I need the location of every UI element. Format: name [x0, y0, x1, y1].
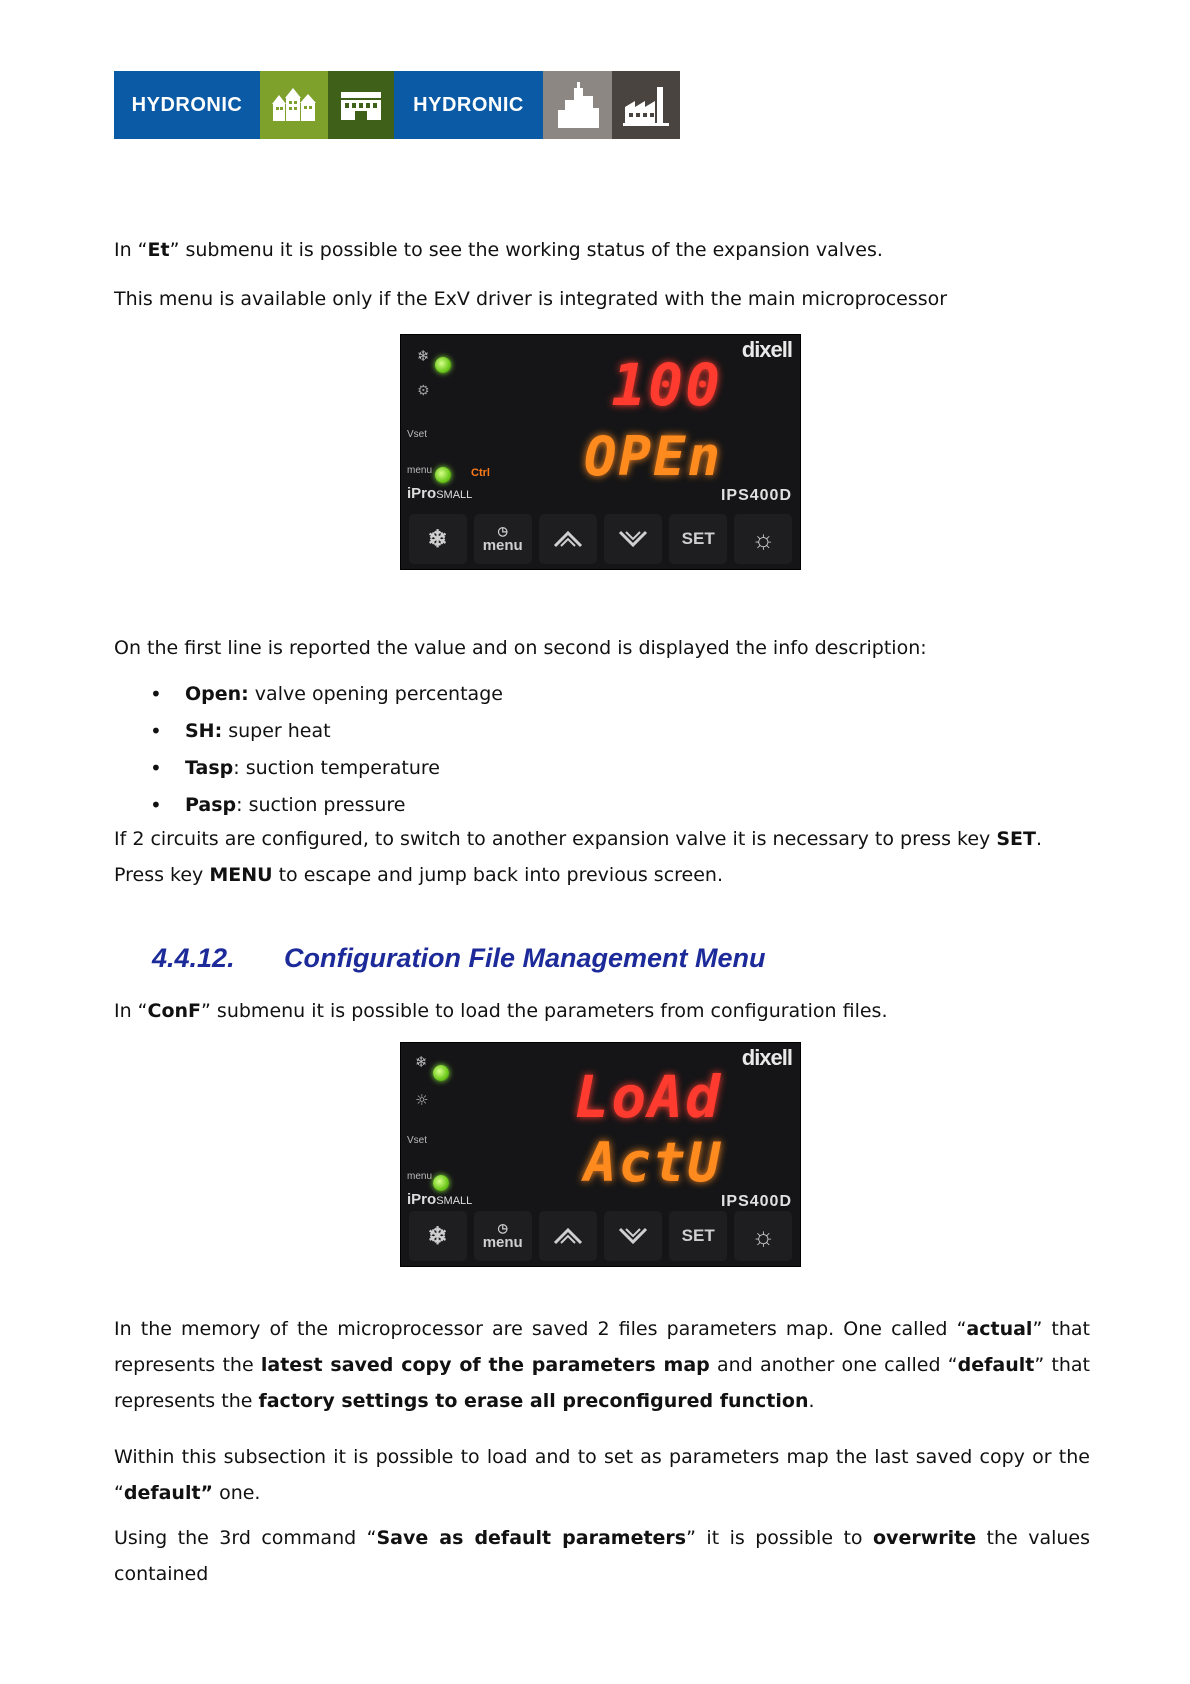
sun-indicator-icon: ⚙ — [417, 383, 430, 399]
snowflake-indicator-icon: ❄ — [415, 1053, 428, 1071]
save-default-paragraph: Using the 3rd command “Save as default parameters” it is possible to overwrite the values contained — [114, 1527, 1090, 1585]
section-heading — [152, 943, 766, 974]
brand-label-left: HYDRONIC — [114, 71, 260, 139]
down-key[interactable] — [604, 1211, 662, 1261]
display-line-2: ActU — [583, 1131, 722, 1194]
files-paragraph: In the memory of the microprocessor are saved 2 files parameters map. One called “actual” that represents the latest saved copy of the parameters map and another one called “default” that represents the factory settings to erase all preconfigured function. — [114, 1318, 1090, 1412]
list-item: • Open: valve opening percentage — [150, 676, 503, 713]
snowflake-icon: ❄ — [427, 525, 448, 553]
intro-line-1: In “Et” submenu it is possible to see the working status of the expansion valves. — [114, 239, 883, 261]
houses-icon — [260, 71, 328, 139]
menu-key[interactable]: ◷ menu — [474, 514, 532, 564]
escape-text: Press key MENU to escape and jump back into previous screen. — [114, 864, 723, 886]
up-key[interactable] — [539, 514, 597, 564]
section-intro: In “ConF” submenu it is possible to load the parameters from configuration files. — [114, 1000, 888, 1022]
down-arrow-icon — [618, 530, 648, 548]
brand-label-right: HYDRONIC — [394, 71, 543, 139]
down-key[interactable] — [604, 514, 662, 564]
status-led-1 — [433, 1065, 449, 1081]
display-line-1: 100 — [611, 351, 722, 419]
header-banner — [114, 71, 680, 139]
dixell-logo: dixell — [741, 337, 792, 362]
keypad — [401, 509, 800, 569]
status-led-1 — [435, 357, 451, 373]
list-item: • Tasp: suction temperature — [150, 750, 503, 787]
section-number: 4.4.12. — [152, 943, 235, 973]
list-item: • SH: super heat — [150, 713, 503, 750]
menu-led — [433, 1175, 449, 1191]
clock-icon: ◷ — [497, 1220, 508, 1235]
controller-display-photo-config — [400, 1042, 801, 1267]
down-arrow-icon — [618, 1227, 648, 1245]
clock-icon: ◷ — [497, 523, 508, 538]
sun-icon: ☼ — [751, 1220, 776, 1251]
model-label: IPS400D — [720, 487, 792, 504]
set-key[interactable]: SET — [669, 514, 727, 564]
ipro-logo: iProSMALL — [407, 1191, 473, 1208]
factory-icon — [612, 71, 680, 139]
skyscraper-icon — [543, 71, 612, 139]
switch-circuit-text: If 2 circuits are configured, to switch to another expansion valve it is necessary to press key SET. — [114, 828, 1042, 850]
subsection-paragraph: Within this subsection it is possible to load and to set as parameters map the last saved copy or the “default” one. — [114, 1446, 1090, 1504]
display-line-2: OPEn — [583, 425, 722, 488]
section-title: Configuration File Management Menu — [284, 943, 766, 973]
model-label: IPS400D — [720, 1193, 792, 1210]
up-arrow-icon — [553, 1227, 583, 1245]
display-line-1: LoAd — [574, 1063, 722, 1131]
set-key[interactable]: SET — [669, 1211, 727, 1261]
up-arrow-icon — [553, 530, 583, 548]
snowflake-key[interactable] — [409, 1211, 467, 1261]
intro-line-2: This menu is available only if the ExV driver is integrated with the main microprocessor — [114, 288, 948, 310]
info-list — [150, 676, 503, 824]
keypad — [401, 1206, 800, 1266]
controller-display-photo-expansion-valve — [400, 334, 801, 570]
description-intro: On the first line is reported the value and on second is displayed the info description: — [114, 637, 927, 659]
sun-key[interactable] — [734, 1211, 792, 1261]
sun-key[interactable] — [734, 514, 792, 564]
vset-label: Vset — [407, 1135, 428, 1146]
vset-label: Vset — [407, 429, 428, 440]
ctrl-label: Ctrl — [471, 467, 490, 479]
up-key[interactable] — [539, 1211, 597, 1261]
menu-led-label: menu — [407, 1171, 433, 1182]
dixell-logo: dixell — [741, 1045, 792, 1070]
sun-indicator-icon: ☼ — [415, 1091, 429, 1109]
menu-led-label: menu — [407, 465, 433, 476]
ipro-logo: iProSMALL — [407, 485, 473, 502]
snowflake-key[interactable] — [409, 514, 467, 564]
sun-icon: ☼ — [751, 523, 776, 554]
building-icon — [328, 71, 394, 139]
menu-key[interactable]: ◷ menu — [474, 1211, 532, 1261]
list-item: • Pasp: suction pressure — [150, 787, 503, 824]
snowflake-icon: ❄ — [427, 1222, 448, 1250]
snowflake-indicator-icon: ❄ — [417, 347, 430, 365]
menu-led — [435, 467, 451, 483]
